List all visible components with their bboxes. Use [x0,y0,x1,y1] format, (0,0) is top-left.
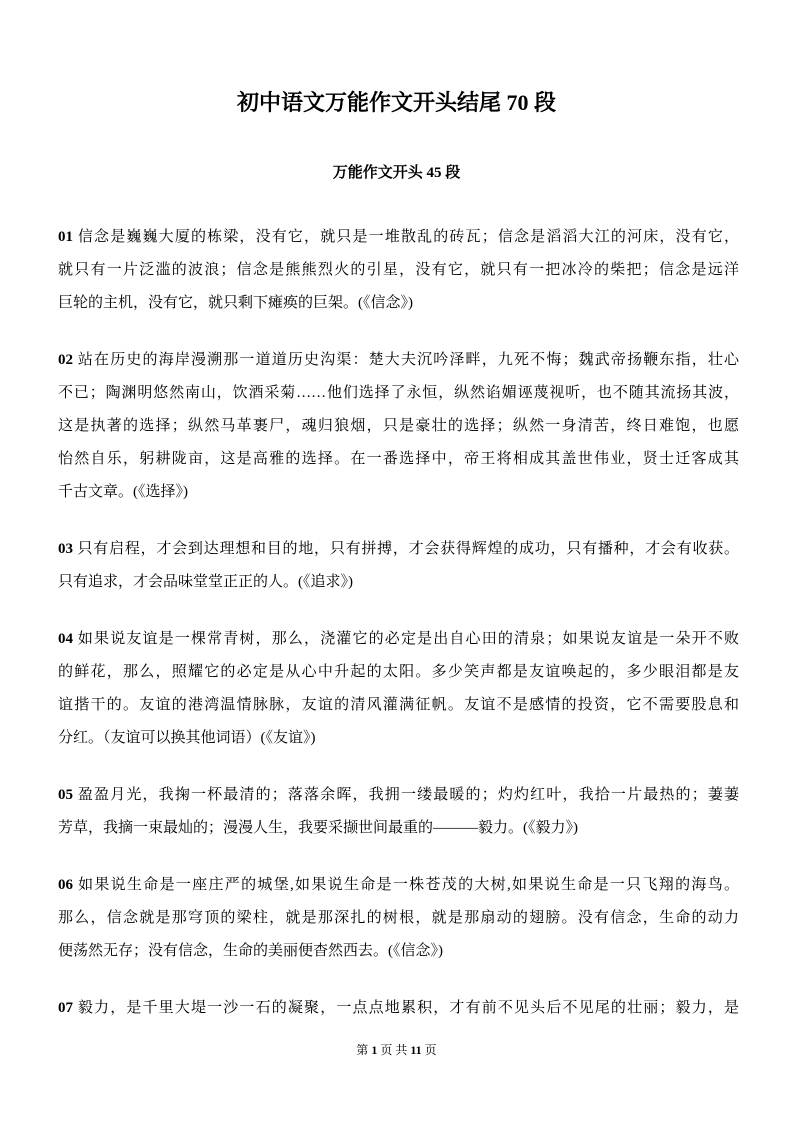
paragraph-line: 芳草，我摘一束最灿的；漫漫人生，我要采撷世间最重的———毅力。(《毅力》) [58,820,578,836]
paragraph-line: 的鲜花，那么，照耀它的必定是从心中升起的太阳。多少笑声都是友谊唤起的，多少眼泪都是友 [58,664,739,680]
paragraph-line: 千古文章。(《选择》) [58,484,188,500]
paragraph [58,533,739,599]
paragraph-number: 02 [58,352,73,368]
footer-page-number: 1 [371,1043,378,1057]
paragraph-line: 怡然自乐，躬耕陇亩，这是高雅的选择。在一番选择中，帝王将相成其盖世伟业，贤士迁客成其 [58,451,739,467]
paragraph-line: 不已；陶渊明悠然南山，饮酒采菊……他们选择了永恒，纵然谄媚诬蔑视听，也不随其流扬其波， [58,385,739,401]
paragraph-line: 只有追求，才会品味堂堂正正的人。(《追求》) [58,574,353,590]
paragraph-line: 谊揩干的。友谊的港湾温情脉脉，友谊的清风灌满征帆。友谊不是感情的投资，它不需要股息和 [58,697,739,713]
paragraph-line: 04 如果说友谊是一棵常青树，那么，浇灌它的必定是出自心田的清泉；如果说友谊是一朵开不败 [58,631,739,647]
footer-total-pages: 11 [410,1043,422,1057]
paragraph-line: 这是执著的选择；纵然马革裹尸，魂归狼烟，只是豪壮的选择；纵然一身清苦，终日难饱，也愿 [58,418,739,434]
paragraph-number: 03 [58,541,73,557]
paragraph-number: 06 [58,877,73,893]
paragraph-line: 05 盈盈月光，我掬一杯最清的；落落余晖，我拥一缕最暖的；灼灼红叶，我拾一片最热的；萋萋 [58,787,739,803]
paragraph-number: 01 [58,229,73,245]
paragraph [58,623,739,755]
paragraph-line: 那么，信念就是那穹顶的梁柱，就是那深扎的树根，就是那扇动的翅膀。没有信念，生命的动力 [58,910,739,926]
footer-text-prefix: 第 [356,1043,372,1057]
paragraph-line: 07 毅力，是千里大堤一沙一石的凝聚，一点点地累积，才有前不见头后不见尾的壮丽；毅力，是 [58,1000,739,1016]
paragraph [58,869,739,968]
paragraph [58,992,739,1025]
paragraph-line: 03 只有启程，才会到达理想和目的地，只有拼搏，才会获得辉煌的成功，只有播种，才会有收获。 [58,541,740,557]
paragraph-line: 分红。（友谊可以换其他词语）(《友谊》) [58,730,316,746]
footer-text-suffix: 页 [421,1043,437,1057]
paragraphs-container [58,221,739,1025]
paragraph-line: 01 信念是巍巍大厦的栋梁，没有它，就只是一堆散乱的砖瓦；信念是滔滔大江的河床，没有它， [58,229,739,245]
paragraph-line: 就只有一片泛滥的波浪；信念是熊熊烈火的引星，没有它，就只有一把冰冷的柴把；信念是远洋 [58,262,739,278]
paragraph-line: 便荡然无存；没有信念，生命的美丽便杳然西去。(《信念》) [58,943,443,959]
paragraph [58,221,739,320]
paragraph-number: 04 [58,631,73,647]
paragraph [58,344,739,509]
document-title: 初中语文万能作文开头结尾 70 段 [236,90,556,115]
paragraph [58,779,739,845]
section-subtitle: 万能作文开头 45 段 [332,165,461,181]
paragraph-number: 07 [58,1000,73,1016]
paragraph-number: 05 [58,787,73,803]
paragraph-line: 06 如果说生命是一座庄严的城堡,如果说生命是一株苍茂的大树,如果说生命是一只飞翔的海鸟。 [58,877,739,893]
footer-text-middle: 页 共 [377,1043,411,1057]
paragraph-line: 巨轮的主机，没有它，就只剩下瘫痪的巨架。(《信念》) [58,295,413,311]
page-footer [0,1042,793,1058]
paragraph-line: 02 站在历史的海岸漫溯那一道道历史沟渠：楚大夫沉吟泽畔，九死不悔；魏武帝扬鞭东指，壮心 [58,352,739,368]
